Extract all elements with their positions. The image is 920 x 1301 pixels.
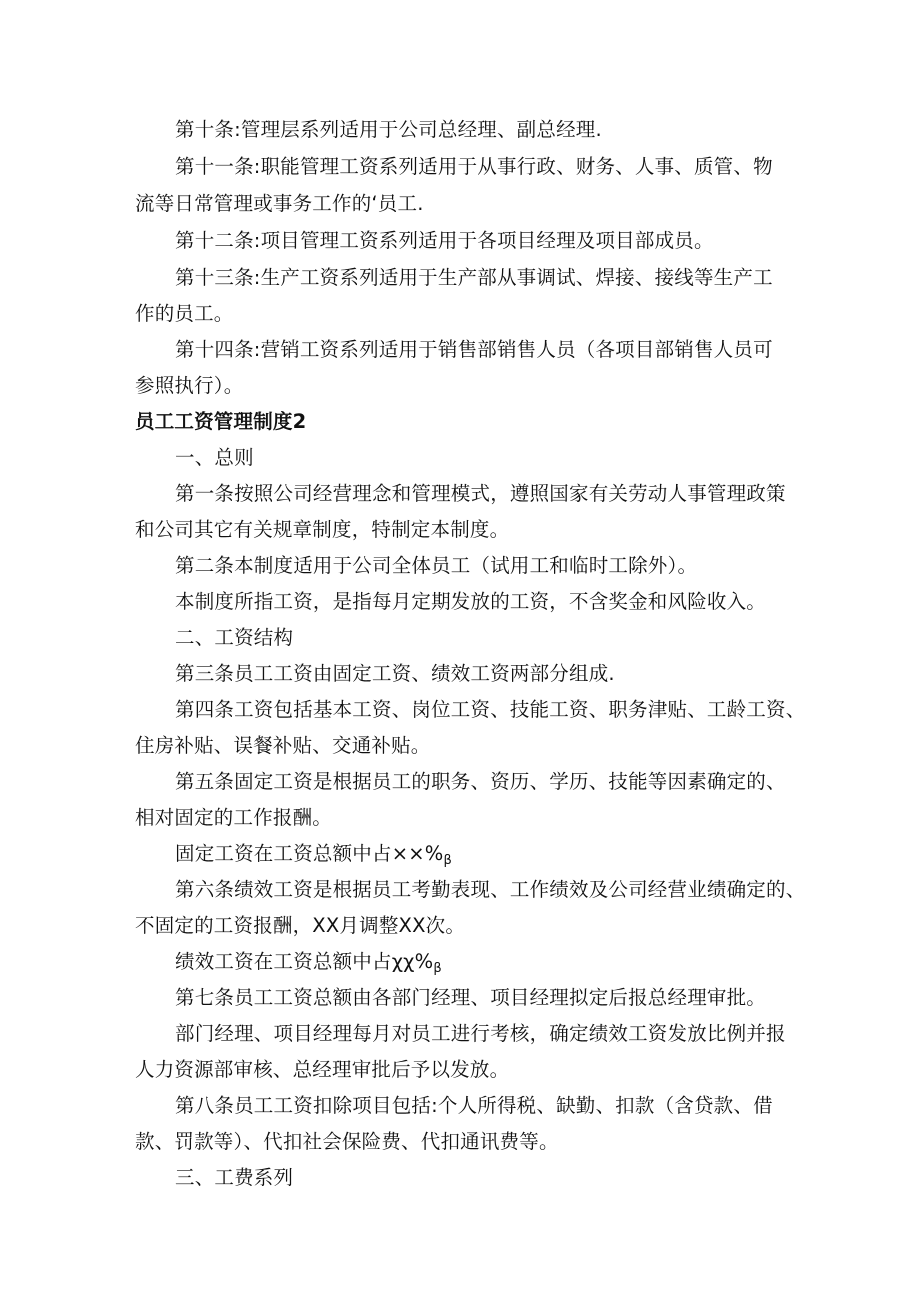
article-11-line-1: 第十一条:职能管理工资系列适用于从事行政、财务、人事、质管、物 [175,155,773,178]
fixed-wage-ratio-text: 固定工资在工资总额中占××% [175,842,444,865]
article-7-line-1: 第七条员工工资总额由各部门经理、项目经理拟定后报总经理审批。 [175,986,767,1009]
article-13-line-1: 第十三条:生产工资系列适用于生产部从事调试、焊接、接线等生产工 [175,266,773,289]
assessment-line-2: 人力资源部审核、总经理审批后予以发放。 [135,1058,510,1081]
article-5-line-2: 相对固定的工作报酬。 [135,806,333,829]
wage-definition-line: 本制度所指工资，是指每月定期发放的工资，不含奖金和风险收入。 [175,590,767,613]
article-13-line-2: 作的员工。 [135,302,234,325]
article-14-line-1: 第十四条:营销工资系列适用于销售部销售人员（各项目部销售人员可 [175,338,773,361]
article-5-line-1: 第五条固定工资是根据员工的职务、资历、学历、技能等因素确定的、 [175,770,786,793]
perf-wage-ratio-line [175,948,442,983]
article-6-line-1: 第六条绩效工资是根据员工考勤表现、工作绩效及公司经营业绩确定的、 [175,878,806,901]
assessment-line-1: 部门经理、项目经理每月对员工进行考核，确定绩效工资发放比例并报 [175,1022,786,1045]
article-8-line-2: 款、罚款等）、代扣社会保险费、代扣通讯费等。 [135,1130,559,1153]
article-4-line-1: 第四条工资包括基本工资、岗位工资、技能工资、职务津贴、工龄工资、 [175,698,806,721]
article-6-line-2: 不固定的工资报酬，XX月调整XX次。 [135,914,466,937]
perf-wage-ratio-mark: β [433,961,442,976]
article-14-line-2: 参照执行）。 [135,374,244,397]
article-1-line-1: 第一条按照公司经营理念和管理模式，遵照国家有关劳动人事管理政策 [175,482,786,505]
article-11-line-2: 流等日常管理或事务工作的‘员工. [135,192,424,215]
article-8-line-1: 第八条员工工资扣除项目包括:个人所得税、缺勤、扣款（含贷款、借 [175,1094,773,1117]
article-3-line-1: 第三条员工工资由固定工资、绩效工资两部分组成. [175,662,615,685]
article-4-line-2: 住房补贴、误餐补贴、交通补贴。 [135,734,431,757]
fixed-wage-ratio-mark: β [443,853,453,868]
chapter-1-heading: 一、总则 [175,446,254,469]
fixed-wage-ratio-line [175,840,452,875]
chapter-3-heading: 三、工费系列 [175,1166,294,1189]
article-10-line-1: 第十条:管理层系列适用于公司总经理、副总经理. [175,118,602,141]
perf-wage-ratio-text: 绩效工资在工资总额中占χχ% [175,950,434,973]
article-12-line-1: 第十二条:项目管理工资系列适用于各项目经理及项目部成员。 [175,229,714,252]
article-1-line-2: 和公司其它有关规章制度，特制定本制度。 [135,518,510,541]
article-2-line-1: 第二条本制度适用于公司全体员工（试用工和临时工除外）。 [175,554,698,577]
section-title: 员工工资管理制度2 [135,410,307,433]
chapter-2-heading: 二、工资结构 [175,626,294,649]
